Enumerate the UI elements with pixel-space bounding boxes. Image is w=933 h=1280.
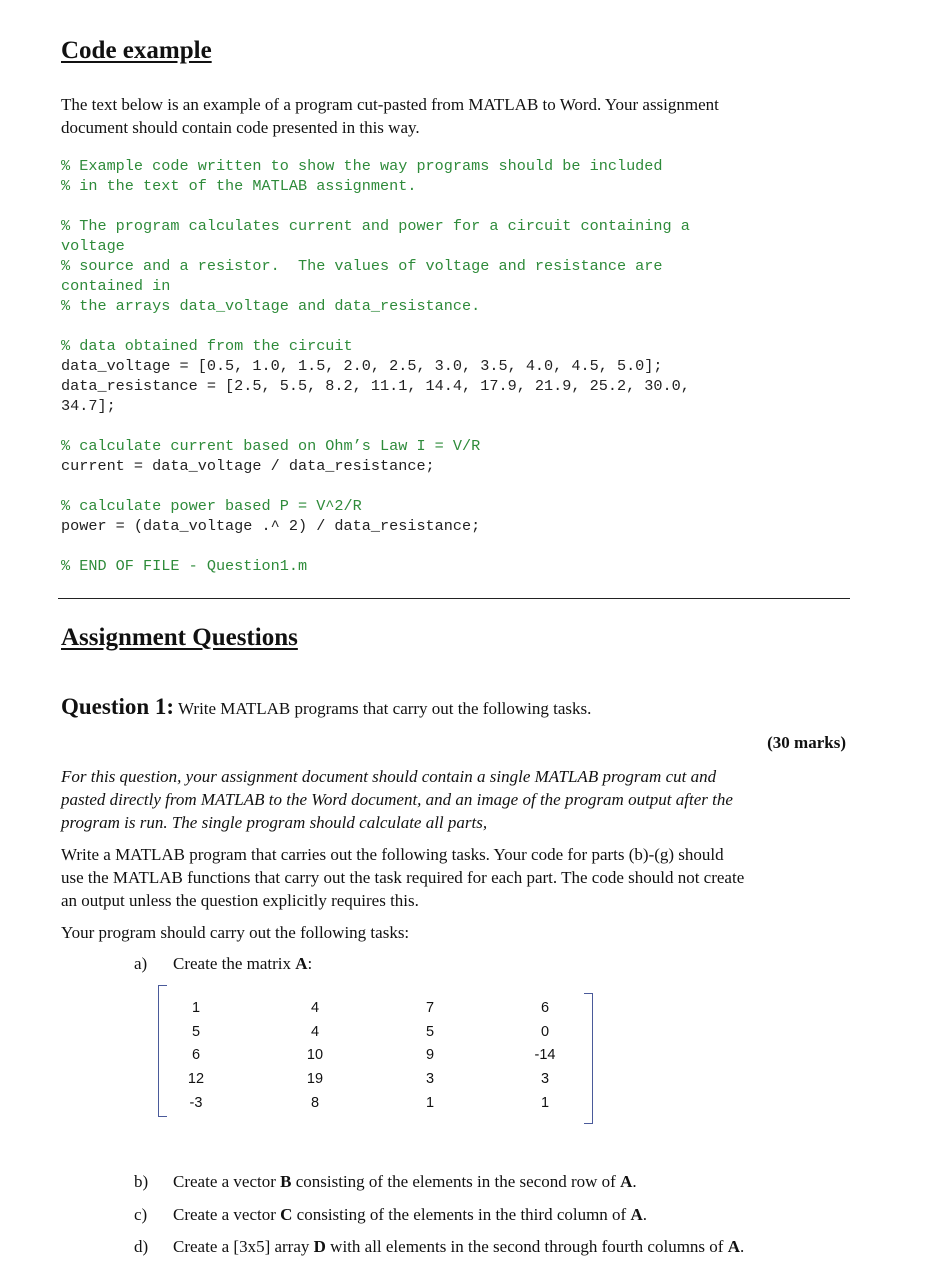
code-example-heading: Code example bbox=[61, 37, 212, 64]
code-line: power = (data_voltage .^ 2) / data_resistance; bbox=[61, 517, 481, 535]
matrix-cell: 6 bbox=[540, 1000, 550, 1016]
task-d-mid: with all elements in the second through fourth columns of bbox=[325, 1237, 728, 1256]
matrix-cell: 6 bbox=[191, 1047, 201, 1063]
italic-line-3: program is run. The single program should calculate all parts, bbox=[61, 813, 488, 832]
task-d-text bbox=[173, 1237, 744, 1257]
task-a-pre: Create the matrix bbox=[173, 954, 296, 973]
body-line-3: an output unless the question explicitly requires this. bbox=[61, 891, 419, 910]
task-d-pre: Create a [3x5] array bbox=[173, 1237, 314, 1256]
code-block bbox=[61, 156, 861, 576]
matrix-cell: 1 bbox=[191, 1000, 201, 1016]
matrix-cell: 19 bbox=[306, 1071, 324, 1087]
intro-line-1: The text below is an example of a program cut-pasted from MATLAB to Word. Your assignment bbox=[61, 95, 719, 114]
code-line: % source and a resistor. The values of voltage and resistance are bbox=[61, 257, 663, 275]
task-c-pre: Create a vector bbox=[173, 1205, 281, 1224]
marks-label: (30 marks) bbox=[767, 733, 846, 752]
code-line: % data obtained from the circuit bbox=[61, 337, 353, 355]
code-line: 34.7]; bbox=[61, 397, 116, 415]
matrix-cell: 10 bbox=[306, 1047, 324, 1063]
task-d-label: d) bbox=[134, 1237, 149, 1256]
matrix-cell: -3 bbox=[189, 1095, 203, 1111]
intro-paragraph bbox=[61, 93, 851, 139]
code-line: data_resistance = [2.5, 5.5, 8.2, 11.1, 14.4, 17.9, 21.9, 25.2, 30.0, bbox=[61, 377, 690, 395]
code-line: current = data_voltage / data_resistance; bbox=[61, 457, 435, 475]
matrix-cell: 7 bbox=[425, 1000, 435, 1016]
task-d-post: . bbox=[740, 1237, 745, 1256]
code-line: % Example code written to show the way programs should be included bbox=[61, 157, 663, 175]
task-b-text bbox=[173, 1172, 637, 1192]
code-line: % calculate power based P = V^2/R bbox=[61, 497, 362, 515]
question-1-text: Write MATLAB programs that carry out the following tasks. bbox=[174, 699, 592, 718]
code-line: % calculate current based on Ohm’s Law I = V/R bbox=[61, 437, 481, 455]
code-line: % The program calculates current and power for a circuit containing a bbox=[61, 217, 690, 235]
task-b-pre: Create a vector bbox=[173, 1172, 281, 1191]
code-line: % the arrays data_voltage and data_resistance. bbox=[61, 297, 481, 315]
matrix-cell: 1 bbox=[425, 1095, 435, 1111]
task-b-bold2: A bbox=[620, 1172, 633, 1191]
code-line: contained in bbox=[61, 277, 171, 295]
task-a-post: : bbox=[307, 954, 313, 973]
matrix-cell: 12 bbox=[187, 1071, 205, 1087]
section-divider bbox=[58, 598, 850, 599]
task-b-mid: consisting of the elements in the second row of bbox=[291, 1172, 621, 1191]
task-c-mid: consisting of the elements in the third column of bbox=[292, 1205, 631, 1224]
intro-line-2: document should contain code presented in this way. bbox=[61, 118, 420, 137]
task-c-bold: C bbox=[280, 1205, 293, 1224]
matrix-cell: 0 bbox=[540, 1024, 550, 1040]
code-line: voltage bbox=[61, 237, 125, 255]
task-c-text bbox=[173, 1205, 647, 1225]
task-b-label: b) bbox=[134, 1172, 149, 1191]
matrix-cell: 9 bbox=[425, 1047, 435, 1063]
task-c-bold2: A bbox=[630, 1205, 643, 1224]
matrix-cell: 5 bbox=[425, 1024, 435, 1040]
task-b-post: . bbox=[632, 1172, 637, 1191]
task-a-bold: A bbox=[295, 954, 308, 973]
task-c-label: c) bbox=[134, 1205, 148, 1224]
task-b-bold: B bbox=[280, 1172, 292, 1191]
question-1-line bbox=[61, 694, 591, 720]
task-d-bold2: A bbox=[727, 1237, 740, 1256]
code-line: % END OF FILE - Question1.m bbox=[61, 557, 308, 575]
matrix-left-bracket bbox=[158, 985, 167, 1117]
matrix-cell: 3 bbox=[425, 1071, 435, 1087]
instructions-body bbox=[61, 843, 861, 912]
task-c-post: . bbox=[642, 1205, 648, 1224]
body-line-1: Write a MATLAB program that carries out the following tasks. Your code for parts (b)-(g) should bbox=[61, 845, 724, 864]
matrix-cell: 4 bbox=[310, 1024, 320, 1040]
matrix-cell: -14 bbox=[534, 1047, 556, 1063]
task-a-text bbox=[173, 954, 312, 974]
code-line: data_voltage = [0.5, 1.0, 1.5, 2.0, 2.5, 3.0, 3.5, 4.0, 4.5, 5.0]; bbox=[61, 357, 663, 375]
code-line: % in the text of the MATLAB assignment. bbox=[61, 177, 417, 195]
body-line-2: use the MATLAB functions that carry out the task required for each part. The code should not create bbox=[61, 868, 745, 887]
task-a-label: a) bbox=[134, 954, 148, 973]
instructions-italic bbox=[61, 765, 861, 834]
italic-line-1: For this question, your assignment document should contain a single MATLAB program cut and bbox=[61, 767, 717, 786]
italic-line-2: pasted directly from MATLAB to the Word document, and an image of the program output after the bbox=[61, 790, 733, 809]
assignment-heading: Assignment Questions bbox=[61, 624, 298, 651]
matrix-right-bracket bbox=[584, 993, 593, 1124]
task-d-bold: D bbox=[313, 1237, 326, 1256]
matrix-cell: 5 bbox=[191, 1024, 201, 1040]
tasks-intro: Your program should carry out the following tasks: bbox=[61, 923, 410, 942]
matrix-cell: 8 bbox=[310, 1095, 320, 1111]
matrix-cell: 1 bbox=[540, 1095, 550, 1111]
matrix-cell: 4 bbox=[310, 1000, 320, 1016]
question-1-label: Question 1: bbox=[61, 694, 175, 719]
matrix-cell: 3 bbox=[540, 1071, 550, 1087]
